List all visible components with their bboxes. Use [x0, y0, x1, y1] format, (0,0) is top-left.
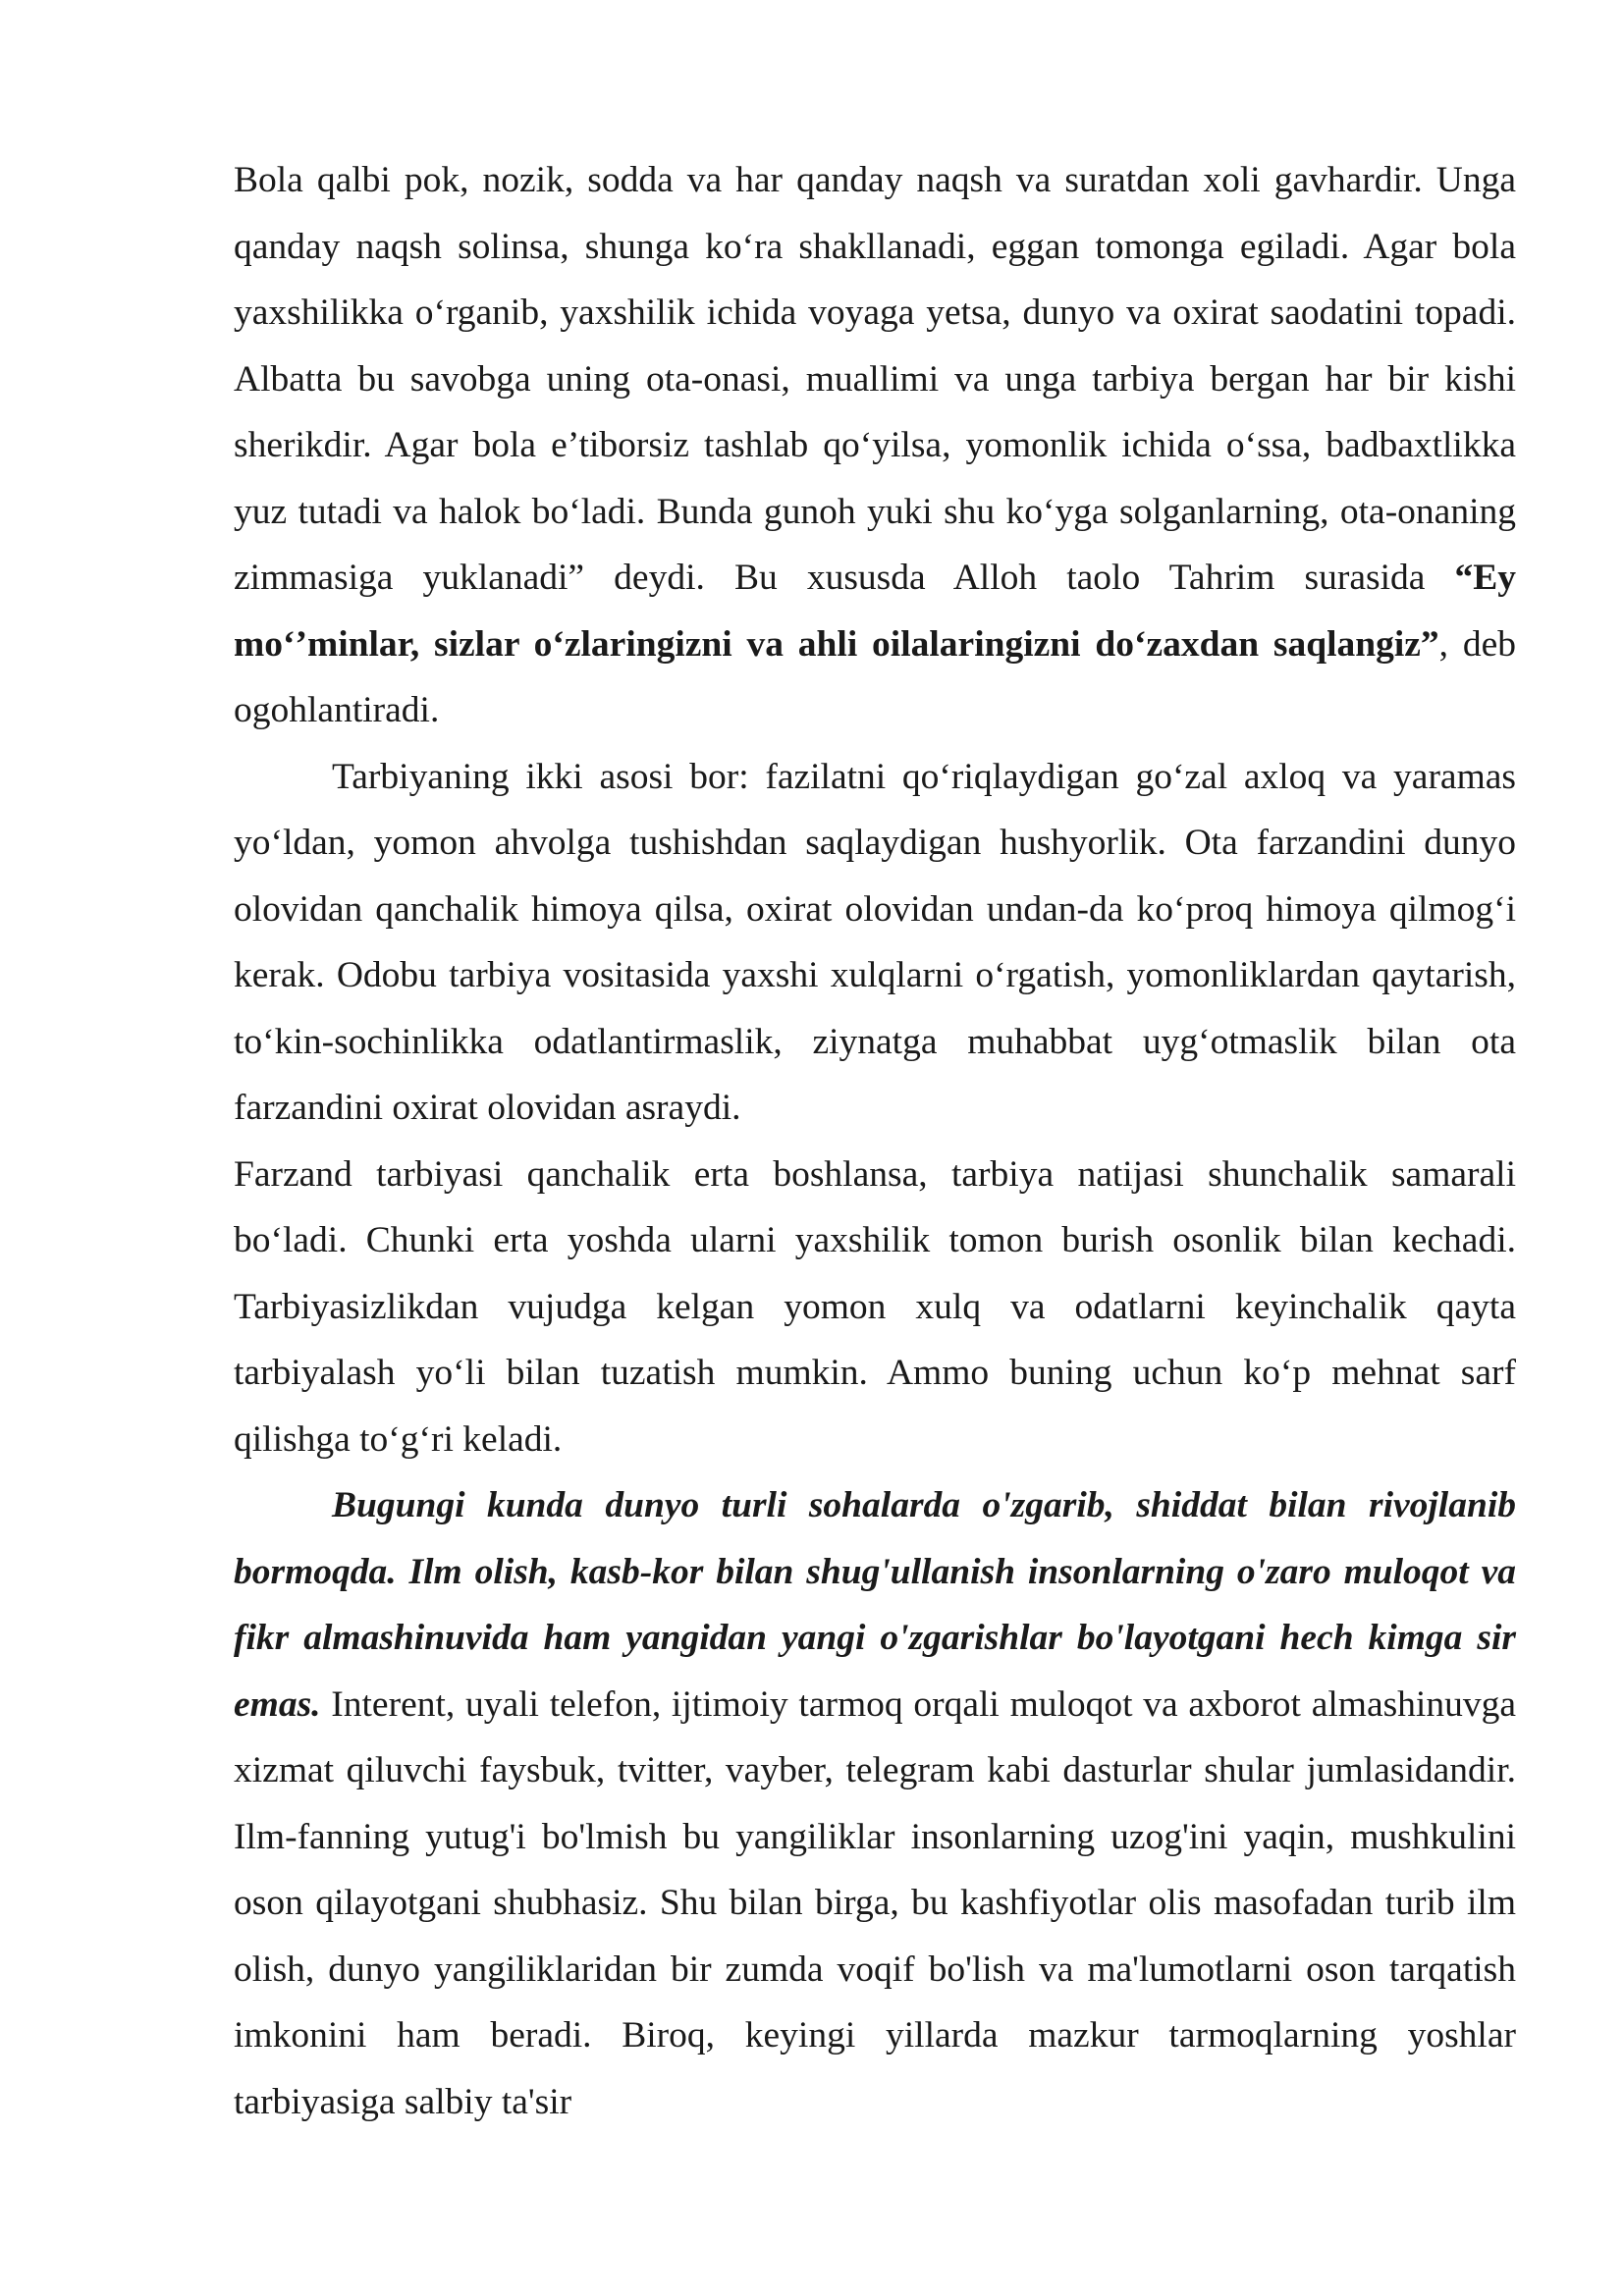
emphasis-text: Bugungi kunda dunyo turli sohalarda o'zgarib, shiddat bilan rivojlanib bormoqda. Ilm olish, kasb-kor bilan shug'ullanish insonlarning o'zaro muloqot va fikr almashinuvida ham yangidan yangi o'zgarishlar bo'layotgani hech kimga sir emas. — [234, 1485, 1516, 1725]
paragraph-text: Tarbiyaning ikki asosi bor: fazilatni qo‘riqlaydigan go‘zal axloq va yaramas yo‘ldan, yomon ahvolga tushishdan saqlaydigan hushyorlik. Ota farzandini dunyo olovidan qanchalik himoya qilsa, oxirat olovidan undan-da ko‘proq himoya qilmog‘i kerak. Odobu tarbiya vositasida yaxshi xulqlarni o‘rgatish, yomonliklardan qaytarish, to‘kin-sochinlikka odatlantirmaslik, ziynatga muhabbat uyg‘otmaslik bilan ota farzandini oxirat olovidan asraydi. — [234, 756, 1516, 1128]
quran-quote: “Ey mo‘’minlar, sizlar o‘zlaringizni va ahli oilalaringizni do‘zaxdan saqlangiz” — [234, 558, 1516, 665]
paragraph-text: Interent, uyali telefon, ijtimoiy tarmoq orqali muloqot va axborot almashinuvga xizmat qiluvchi faysbuk, tvitter, vayber, telegram kabi dasturlar shular jumlasidandir. Ilm-fanning yutug'i bo'lmish bu yangiliklar insonlarning uzog'ini yaqin, mushkulini oson qilayotgani shubhasiz. Shu bilan birga, bu kashfiyotlar olis masofadan turib ilm olish, dunyo yangiliklaridan bir zumda voqif bo'lish va ma'lumotlarni oson tarqatish imkonini ham beradi. Biroq, keyingi yillarda mazkur tarmoqlarning yoshlar tarbiyasiga salbiy ta'sir — [234, 1683, 1516, 2122]
paragraph-two-foundations — [234, 744, 1516, 1142]
paragraph-child-heart — [234, 147, 1516, 744]
paragraph-social-networks — [234, 1472, 1516, 2135]
paragraph-text: Bola qalbi pok, nozik, sodda va har qanday naqsh va suratdan xoli gavhardir. Unga qanday naqsh solinsa, shunga ko‘ra shakllanadi, eggan tomonga egiladi. Agar bola yaxshilikka o‘rganib, yaxshilik ichida voyaga yetsa, dunyo va oxirat saodatini topadi. Albatta bu savobga uning ota-onasi, muallimi va unga tarbiya bergan har bir kishi sherikdir. Agar bola e’tiborsiz tashlab qo‘yilsa, yomonlik ichida o‘ssa, badbaxtlikka yuz tutadi va halok bo‘ladi. Bunda gunoh yuki shu ko‘yga solganlarning, ota-onaning zimmasiga yuklanadi” deydi. Bu xususda Alloh taolo Tahrim surasida — [234, 160, 1516, 598]
paragraph-early-upbringing — [234, 1142, 1516, 1473]
document-body — [234, 147, 1516, 2135]
paragraph-text: Farzand tarbiyasi qanchalik erta boshlansa, tarbiya natijasi shunchalik samarali bo‘ladi. Chunki erta yoshda ularni yaxshilik tomon burish osonlik bilan kechadi. Tarbiyasizlikdan vujudga kelgan yomon xulq va odatlarni keyinchalik qayta tarbiyalash yo‘li bilan tuzatish mumkin. Ammo buning uchun ko‘p mehnat sarf qilishga to‘g‘ri keladi. — [234, 1153, 1516, 1460]
paragraph-text: , deb ogohlantiradi. — [234, 623, 1516, 730]
